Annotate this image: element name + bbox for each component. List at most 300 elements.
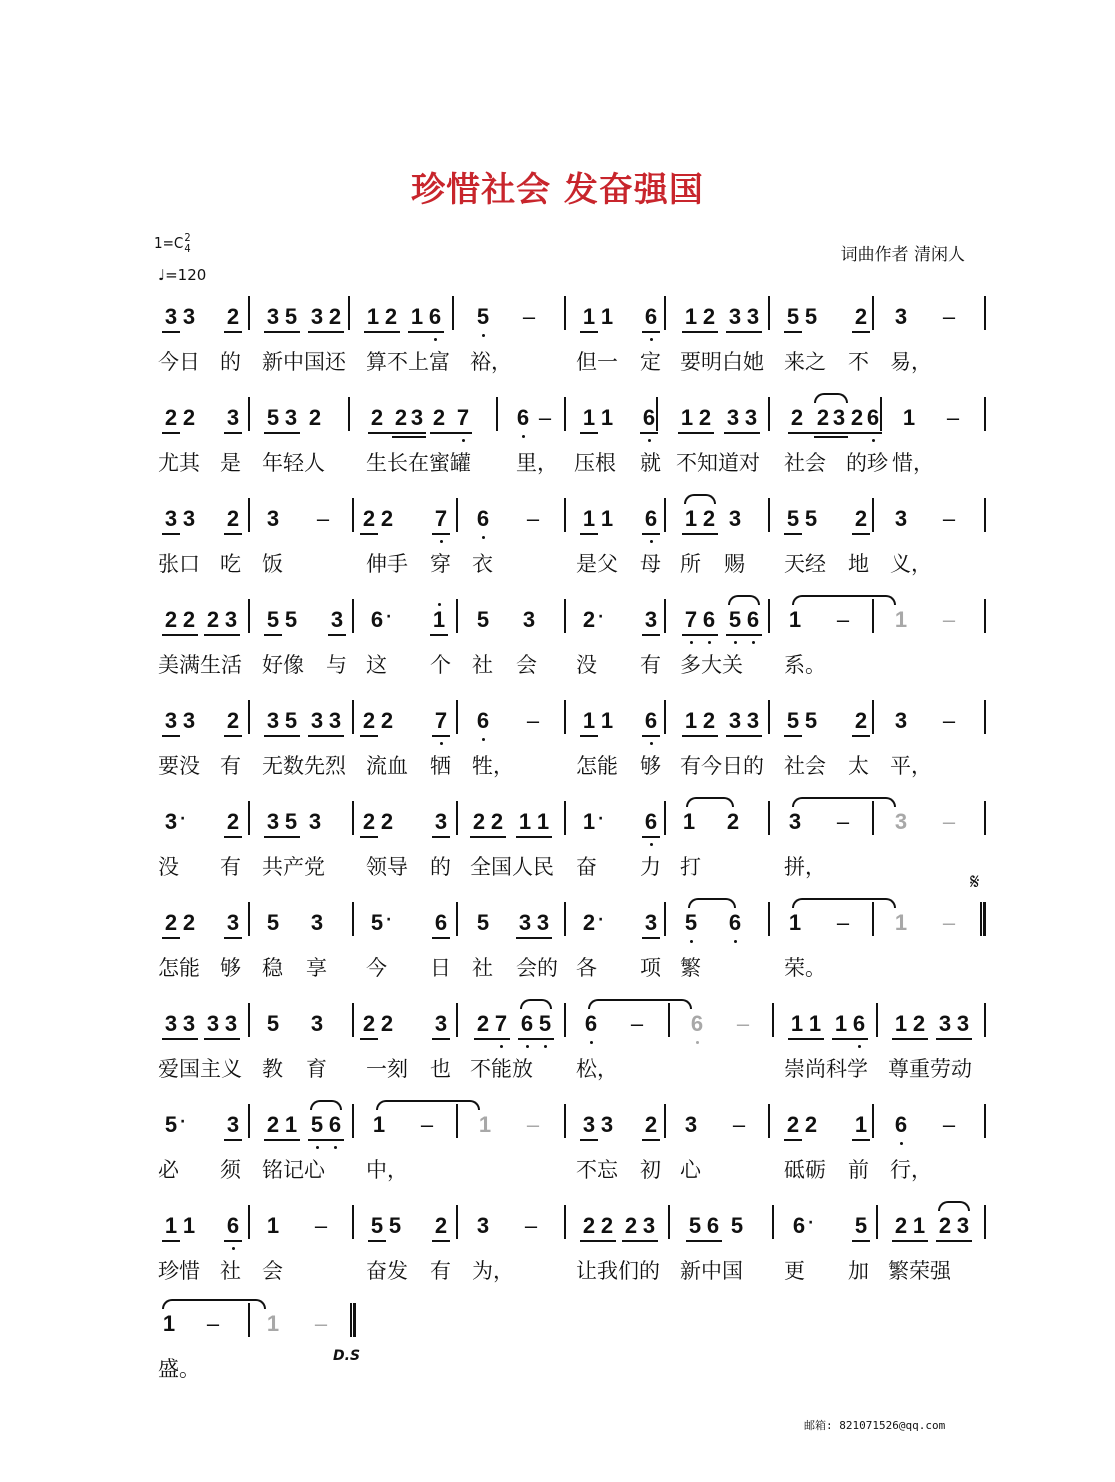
- note: 1: [366, 304, 380, 329]
- measure: [874, 500, 984, 544]
- note: 3: [308, 809, 322, 834]
- lyric-segment: 怎能: [576, 754, 618, 778]
- beam-underline: [162, 634, 198, 636]
- time-signature: [184, 232, 190, 254]
- lower-octave-dot: [650, 338, 653, 341]
- lyric-segment: 新中国还: [262, 350, 346, 374]
- segno-icon: 𝄋: [970, 870, 980, 895]
- beam-underline: [642, 533, 660, 535]
- lower-octave-dot: [650, 742, 653, 745]
- beam-underline: [432, 1240, 450, 1242]
- beam-underline: [892, 1038, 928, 1040]
- note: 1: [808, 1011, 822, 1036]
- lyric-segment: 日: [430, 956, 451, 980]
- lyric-segment: 行，: [890, 1158, 932, 1182]
- beam-underline: [162, 533, 180, 535]
- hold-dash: –: [942, 809, 956, 834]
- measure: [354, 500, 458, 544]
- measure: [774, 1207, 878, 1251]
- note: 3: [310, 304, 324, 329]
- lyric-segment: 打: [680, 855, 701, 879]
- lower-octave-dot: [734, 940, 737, 943]
- beam-underline: [224, 937, 242, 939]
- beam-underline: [360, 533, 378, 535]
- lower-octave-dot: [858, 1045, 861, 1048]
- note: 6: [852, 1011, 866, 1036]
- measure: [354, 803, 458, 847]
- beam-underline: [264, 432, 300, 434]
- lyric-segment: 奋发: [366, 1259, 408, 1283]
- note: 2: [384, 304, 398, 329]
- measure: [354, 1106, 458, 1150]
- lyric-segment: 天经: [784, 552, 826, 576]
- note: 3: [164, 809, 178, 834]
- note: 5: [476, 304, 490, 329]
- note: 5: [476, 910, 490, 935]
- score-line: [158, 601, 988, 697]
- note: 2: [370, 405, 384, 430]
- note: 3: [164, 708, 178, 733]
- beam-underline: [264, 1139, 300, 1141]
- note: 1: [684, 708, 698, 733]
- measure: [158, 1207, 250, 1251]
- note: 2: [434, 1213, 448, 1238]
- measure: [350, 399, 498, 443]
- measure: [670, 1207, 774, 1251]
- note-row: [158, 803, 988, 847]
- bar-line: [248, 902, 250, 936]
- note: 3: [434, 809, 448, 834]
- measure: [666, 1106, 770, 1150]
- dotted-note-dot: ·: [386, 912, 392, 928]
- note: 3: [266, 304, 280, 329]
- hold-dash: –: [524, 1213, 538, 1238]
- bar-line: [984, 700, 986, 734]
- hold-dash: –: [942, 708, 956, 733]
- hold-dash: –: [526, 708, 540, 733]
- note-row: [158, 500, 988, 544]
- dotted-note-dot: ·: [598, 609, 604, 625]
- upper-octave-dot: [438, 603, 441, 606]
- note: 1: [164, 1213, 178, 1238]
- lyric-segment: 牲，: [472, 754, 514, 778]
- note: 3: [310, 1011, 324, 1036]
- measure: [658, 399, 770, 443]
- lyric-segment: 所: [680, 552, 701, 576]
- beam-underline: [784, 533, 802, 535]
- bar-line: [456, 700, 458, 734]
- lyric-segment: 全国人民: [470, 855, 554, 879]
- beam-underline: [224, 432, 242, 434]
- bar-line: [768, 1104, 770, 1138]
- bar-line: [768, 498, 770, 532]
- lyric-segment: 就: [640, 451, 661, 475]
- beam-underline: [642, 836, 660, 838]
- score-line: [158, 1207, 988, 1303]
- note: 3: [788, 809, 802, 834]
- note: 5: [284, 708, 298, 733]
- lyric-segment: 母: [640, 552, 661, 576]
- lyric-segment: 会: [516, 653, 537, 677]
- beam-underline: [408, 331, 444, 333]
- measure: [354, 702, 458, 746]
- note: 6: [644, 809, 658, 834]
- bar-line: [248, 801, 250, 835]
- bar-line: [664, 498, 666, 532]
- bar-line: [984, 1104, 986, 1138]
- note-row: [158, 1207, 988, 1251]
- lyric-segment: 拼，: [784, 855, 826, 879]
- measure: [566, 601, 666, 645]
- bar-line: [984, 801, 986, 835]
- lower-octave-dot: [434, 338, 437, 341]
- note: 2: [226, 809, 240, 834]
- note: 1: [788, 910, 802, 935]
- measure: [878, 1207, 984, 1251]
- lyric-segment: 裕，: [470, 350, 512, 374]
- note: 1: [902, 405, 916, 430]
- lyric-segment: 心: [680, 1158, 701, 1182]
- lyric-segment: 无数先烈: [262, 754, 346, 778]
- bar-line: [352, 902, 354, 936]
- hold-dash: –: [314, 1213, 328, 1238]
- note: 3: [434, 1011, 448, 1036]
- lyric-segment: 生长在蜜罐: [366, 451, 471, 475]
- measure: [770, 601, 874, 645]
- time-numerator: 2: [184, 231, 191, 244]
- lyric-segment: 系。: [784, 653, 826, 677]
- score-line: [158, 399, 988, 495]
- note: 6: [706, 1213, 720, 1238]
- beam-underline: [360, 1038, 378, 1040]
- lower-octave-dot: [752, 641, 755, 644]
- note: 2: [702, 708, 716, 733]
- beam-underline: [580, 735, 598, 737]
- bar-line: [248, 498, 250, 532]
- note: 2: [226, 304, 240, 329]
- hold-dash: –: [942, 607, 956, 632]
- lyric-segment: 力: [640, 855, 661, 879]
- note: 5: [266, 910, 280, 935]
- measure: [458, 1005, 566, 1049]
- hold-dash: –: [526, 506, 540, 531]
- note: 5: [164, 1112, 178, 1137]
- note: 2: [582, 1213, 596, 1238]
- lyric-segment: 够: [640, 754, 661, 778]
- note: 1: [600, 405, 614, 430]
- dotted-note-dot: ·: [386, 609, 392, 625]
- bar-line: [768, 902, 770, 936]
- lyric-segment: 爱国主义: [158, 1057, 242, 1081]
- measure: [250, 803, 354, 847]
- beam-underline: [642, 735, 660, 737]
- hold-dash: –: [314, 1311, 328, 1336]
- lyric-segment: 压根: [574, 451, 616, 475]
- note: 3: [746, 304, 760, 329]
- lower-octave-dot: [690, 940, 693, 943]
- note: 5: [284, 607, 298, 632]
- lyric-segment: 美满生活: [158, 653, 242, 677]
- note: 5: [804, 708, 818, 733]
- lyric-segment: 珍惜: [158, 1259, 200, 1283]
- bar-line: [564, 599, 566, 633]
- note: 3: [518, 910, 532, 935]
- bar-line: [352, 498, 354, 532]
- note: 5: [370, 910, 384, 935]
- note: 6: [434, 910, 448, 935]
- lyric-segment: 够: [220, 956, 241, 980]
- lyric-segment: 为，: [472, 1259, 514, 1283]
- note: 2: [226, 506, 240, 531]
- note: 1: [600, 708, 614, 733]
- note: 2: [472, 809, 486, 834]
- note: 3: [310, 708, 324, 733]
- lyric-segment: 里，: [516, 451, 558, 475]
- bar-line: [248, 599, 250, 633]
- dotted-note-dot: ·: [598, 912, 604, 928]
- measure: [770, 399, 882, 443]
- lyric-segment: 今日: [158, 350, 200, 374]
- note: 3: [182, 1011, 196, 1036]
- lyric-segment: 盛。: [158, 1357, 200, 1381]
- tie-arc: [520, 999, 552, 1009]
- note: 1: [680, 405, 694, 430]
- beam-underline: [852, 1240, 870, 1242]
- note: 1: [788, 607, 802, 632]
- note: 5: [728, 607, 742, 632]
- measure: [566, 803, 666, 847]
- note: 1: [284, 1112, 298, 1137]
- bar-line: [352, 1003, 354, 1037]
- lyric-segment: 领导: [366, 855, 408, 879]
- beam-underline-double: [392, 436, 426, 438]
- lyric-segment: 不: [848, 350, 869, 374]
- note: 3: [746, 708, 760, 733]
- beam-underline: [368, 432, 426, 434]
- note: 3: [938, 1011, 952, 1036]
- note: 6: [728, 910, 742, 935]
- note: 2: [164, 910, 178, 935]
- measure: [666, 702, 770, 746]
- lyric-segment: 个: [430, 653, 451, 677]
- bar-line: [564, 902, 566, 936]
- lower-octave-dot: [590, 1041, 593, 1044]
- beam-underline: [432, 533, 450, 535]
- note: 6: [370, 607, 384, 632]
- bar-line: [456, 902, 458, 936]
- song-title: 珍惜社会 发奋强国: [411, 170, 704, 210]
- measure: [158, 1005, 250, 1049]
- lower-octave-dot: [650, 843, 653, 846]
- note: 2: [362, 708, 376, 733]
- lyric-segment: 共产党: [262, 855, 325, 879]
- note: 3: [582, 1112, 596, 1137]
- measure: [250, 1106, 354, 1150]
- bar-line: [984, 397, 986, 431]
- lyric-segment: 前: [848, 1158, 869, 1182]
- note: 2: [380, 809, 394, 834]
- bar-line: [248, 1303, 250, 1337]
- bar-line: [564, 296, 566, 330]
- lyric-segment: 地: [848, 552, 869, 576]
- lyric-segment: 怎能: [158, 956, 200, 980]
- bar-line: [248, 1003, 250, 1037]
- note: 2: [182, 910, 196, 935]
- measure: [666, 298, 770, 342]
- note: 6: [894, 1112, 908, 1137]
- bar-line: [248, 1104, 250, 1138]
- measure: [458, 1106, 566, 1150]
- note: 2: [786, 1112, 800, 1137]
- note: 2: [582, 607, 596, 632]
- lyric-segment: 来之: [784, 350, 826, 374]
- note: 3: [224, 1011, 238, 1036]
- note: 2: [266, 1112, 280, 1137]
- measure: [158, 1305, 250, 1349]
- tie-arc: [684, 494, 716, 504]
- note: 3: [266, 506, 280, 531]
- note: 6: [476, 506, 490, 531]
- measure: [458, 803, 566, 847]
- lyric-segment: 松，: [576, 1057, 618, 1081]
- note-row: [158, 702, 988, 746]
- lyric-segment: 与: [326, 653, 347, 677]
- lower-octave-dot: [648, 439, 651, 442]
- note: 3: [328, 708, 342, 733]
- note: 6: [520, 1011, 534, 1036]
- note: 6: [584, 1011, 598, 1036]
- beam-underline: [162, 432, 180, 434]
- bar-line: [656, 397, 658, 431]
- lyric-segment: 算不上富: [366, 350, 450, 374]
- note: 1: [582, 708, 596, 733]
- beam-underline: [518, 1038, 554, 1040]
- beam-underline: [580, 1139, 598, 1141]
- measure: [158, 500, 250, 544]
- note: 3: [182, 304, 196, 329]
- beam-underline-double: [814, 436, 848, 438]
- bar-line: [872, 498, 874, 532]
- note: 6: [702, 607, 716, 632]
- measure: [566, 1005, 670, 1049]
- beam-underline: [788, 432, 848, 434]
- lower-octave-dot: [482, 536, 485, 539]
- note-row: [158, 601, 988, 645]
- beam-underline: [892, 1240, 928, 1242]
- measure: [250, 399, 350, 443]
- bar-line: [768, 801, 770, 835]
- note: 3: [310, 910, 324, 935]
- beam-underline: [784, 735, 802, 737]
- note: 1: [266, 1213, 280, 1238]
- lyric-segment: 要明白她: [680, 350, 764, 374]
- note: 3: [894, 708, 908, 733]
- measure: [250, 601, 354, 645]
- lyric-segment: 会: [262, 1259, 283, 1283]
- beam-underline: [368, 1240, 386, 1242]
- bar-line: [564, 397, 566, 431]
- beam-underline: [682, 735, 718, 737]
- measure: [158, 298, 250, 342]
- bar-line: [248, 296, 250, 330]
- note: 6: [746, 607, 760, 632]
- lyric-segment: 会的: [516, 956, 558, 980]
- bar-line: [772, 1003, 774, 1037]
- measure: [454, 298, 566, 342]
- note: 5: [786, 506, 800, 531]
- note: 2: [164, 607, 178, 632]
- lyric-segment: 繁荣强: [888, 1259, 951, 1283]
- note: 3: [894, 809, 908, 834]
- lyrics-row: [158, 346, 988, 376]
- hold-dash: –: [836, 607, 850, 632]
- note: 5: [476, 607, 490, 632]
- measure: [458, 500, 566, 544]
- note: 3: [684, 1112, 698, 1137]
- measure: [874, 803, 984, 847]
- measure: [158, 702, 250, 746]
- note: 2: [380, 506, 394, 531]
- tempo-value: =120: [165, 266, 207, 284]
- bar-line: [872, 296, 874, 330]
- hold-dash: –: [942, 910, 956, 935]
- note: 5: [310, 1112, 324, 1137]
- note: 2: [362, 809, 376, 834]
- score-line: [158, 904, 988, 1000]
- beam-underline: [726, 735, 762, 737]
- bar-line: [456, 1003, 458, 1037]
- lower-octave-dot: [872, 439, 875, 442]
- beam-underline: [308, 331, 344, 333]
- lyric-segment: 社: [472, 653, 493, 677]
- lyric-segment: 今: [366, 956, 387, 980]
- bar-line: [664, 700, 666, 734]
- note: 2: [804, 1112, 818, 1137]
- bar-line: [664, 801, 666, 835]
- measure: [158, 904, 250, 948]
- dotted-note-dot: ·: [180, 1114, 186, 1130]
- lower-octave-dot: [708, 641, 711, 644]
- hold-dash: –: [522, 304, 536, 329]
- lyric-segment: 铭记心: [262, 1158, 325, 1182]
- bar-line: [872, 700, 874, 734]
- lyric-segment: 项: [640, 956, 661, 980]
- lyric-segment: 社会: [784, 451, 826, 475]
- measure: [458, 601, 566, 645]
- score-line: [158, 1106, 988, 1202]
- lower-octave-dot: [522, 435, 525, 438]
- note: 5: [804, 304, 818, 329]
- bar-line: [348, 397, 350, 431]
- lyrics-row: [158, 1255, 988, 1285]
- note: 5: [388, 1213, 402, 1238]
- note: 3: [956, 1213, 970, 1238]
- measure: [250, 298, 350, 342]
- lower-octave-dot: [482, 334, 485, 337]
- beam-underline: [726, 331, 762, 333]
- note: 1: [478, 1112, 492, 1137]
- note: 2: [726, 809, 740, 834]
- lyric-segment: 育: [306, 1057, 327, 1081]
- note: 3: [226, 405, 240, 430]
- bar-line: [872, 599, 874, 633]
- measure: [770, 500, 874, 544]
- bar-line: [872, 902, 874, 936]
- beam-underline: [682, 331, 718, 333]
- key-signature: [154, 232, 191, 254]
- lyric-segment: 荣。: [784, 956, 826, 980]
- lyric-segment: 让我们的: [576, 1259, 660, 1283]
